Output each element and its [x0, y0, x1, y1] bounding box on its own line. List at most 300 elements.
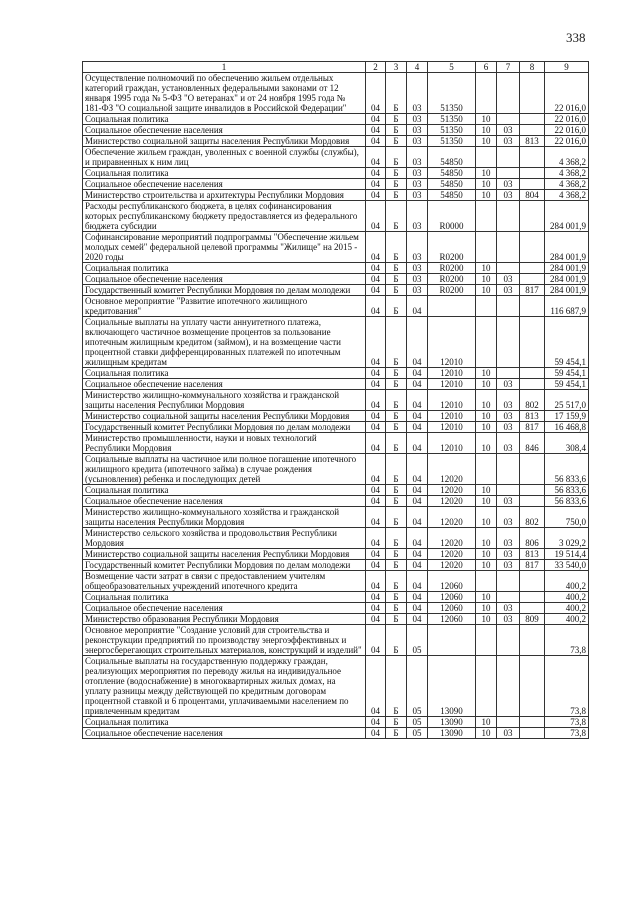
amount-cell: 22 016,0: [545, 73, 589, 114]
subprogram-code-cell: 04: [407, 592, 428, 603]
subdivision-code-cell: 03: [497, 560, 520, 571]
section-code-cell: 04: [366, 603, 386, 614]
program-code-cell: Б: [386, 379, 407, 390]
section-code-cell: 04: [366, 368, 386, 379]
table-body: [83, 73, 589, 739]
subprogram-code-cell: 03: [407, 201, 428, 232]
division-code-cell: 10: [476, 168, 497, 179]
division-code-cell: [476, 625, 497, 656]
subprogram-code-cell: 05: [407, 625, 428, 656]
amount-cell: 4 368,2: [545, 179, 589, 190]
amount-cell: 56 833,6: [545, 496, 589, 507]
ministry-code-cell: [520, 717, 545, 728]
ministry-code-cell: [520, 201, 545, 232]
program-code-cell: Б: [386, 592, 407, 603]
program-code-cell: Б: [386, 179, 407, 190]
amount-cell: 284 001,9: [545, 274, 589, 285]
table-row: [83, 317, 589, 368]
division-code-cell: 10: [476, 433, 497, 454]
subprogram-code-cell: 05: [407, 717, 428, 728]
section-code-cell: 04: [366, 274, 386, 285]
amount-cell: 22 016,0: [545, 136, 589, 147]
section-code-cell: 04: [366, 560, 386, 571]
amount-cell: 4 368,2: [545, 168, 589, 179]
direction-code-cell: 12010: [428, 411, 476, 422]
program-code-cell: Б: [386, 422, 407, 433]
direction-code-cell: 51350: [428, 125, 476, 136]
section-code-cell: 04: [366, 571, 386, 592]
subdivision-code-cell: 03: [497, 190, 520, 201]
ministry-code-cell: 802: [520, 390, 545, 411]
section-code-cell: 04: [366, 528, 386, 549]
table-row: [83, 263, 589, 274]
subprogram-code-cell: 03: [407, 125, 428, 136]
subprogram-code-cell: 04: [407, 411, 428, 422]
direction-code-cell: 54850: [428, 179, 476, 190]
row-name-cell: Социальные выплаты на частичное или полное погашение ипотечного жилищного кредита (ипотечного займа) в случае рождения (усыновления) ребенка и последующих детей: [83, 454, 366, 485]
direction-code-cell: 12060: [428, 603, 476, 614]
header-cell: 1: [83, 62, 366, 73]
subprogram-code-cell: 03: [407, 136, 428, 147]
table-row: [83, 125, 589, 136]
row-name-cell: Осуществление полномочий по обеспечению жильем отдельных категорий граждан, установленных федеральными законами от 12 января 1995 года № 5-ФЗ "О ветеранах" и от 24 ноября 1995 года № 181-ФЗ "О социальной защите инвалидов в Российской Федерации": [83, 73, 366, 114]
table-row: [83, 507, 589, 528]
ministry-code-cell: [520, 296, 545, 317]
row-name-cell: Социальное обеспечение населения: [83, 728, 366, 739]
section-code-cell: 04: [366, 454, 386, 485]
direction-code-cell: 12010: [428, 433, 476, 454]
row-name-cell: Министерство жилищно-коммунального хозяйства и гражданской защиты населения Республики Мордовия: [83, 507, 366, 528]
ministry-code-cell: [520, 728, 545, 739]
division-code-cell: 10: [476, 263, 497, 274]
section-code-cell: 04: [366, 296, 386, 317]
section-code-cell: 04: [366, 136, 386, 147]
program-code-cell: Б: [386, 454, 407, 485]
program-code-cell: Б: [386, 603, 407, 614]
ministry-code-cell: 806: [520, 528, 545, 549]
division-code-cell: [476, 296, 497, 317]
subprogram-code-cell: 04: [407, 614, 428, 625]
section-code-cell: 04: [366, 190, 386, 201]
amount-cell: 400,2: [545, 603, 589, 614]
amount-cell: 59 454,1: [545, 368, 589, 379]
ministry-code-cell: [520, 656, 545, 717]
row-name-cell: Государственный комитет Республики Мордовия по делам молодежи: [83, 285, 366, 296]
ministry-code-cell: 817: [520, 422, 545, 433]
section-code-cell: 04: [366, 390, 386, 411]
division-code-cell: 10: [476, 603, 497, 614]
amount-cell: 308,4: [545, 433, 589, 454]
row-name-cell: Государственный комитет Республики Мордовия по делам молодежи: [83, 422, 366, 433]
row-name-cell: Социальное обеспечение населения: [83, 379, 366, 390]
program-code-cell: Б: [386, 296, 407, 317]
subprogram-code-cell: 03: [407, 274, 428, 285]
row-name-cell: Возмещение части затрат в связи с предоставлением учителям общеобразовательных учреждений ипотечного кредита: [83, 571, 366, 592]
direction-code-cell: R0200: [428, 274, 476, 285]
division-code-cell: 10: [476, 285, 497, 296]
division-code-cell: [476, 317, 497, 368]
amount-cell: 17 159,9: [545, 411, 589, 422]
amount-cell: 116 687,9: [545, 296, 589, 317]
division-code-cell: 10: [476, 114, 497, 125]
table-row: [83, 592, 589, 603]
row-name-cell: Социальная политика: [83, 717, 366, 728]
ministry-code-cell: 846: [520, 433, 545, 454]
table-row: [83, 614, 589, 625]
row-name-cell: Социальное обеспечение населения: [83, 125, 366, 136]
division-code-cell: 10: [476, 549, 497, 560]
section-code-cell: 04: [366, 73, 386, 114]
amount-cell: 73,8: [545, 717, 589, 728]
direction-code-cell: 13090: [428, 717, 476, 728]
subprogram-code-cell: 04: [407, 560, 428, 571]
direction-code-cell: R0000: [428, 201, 476, 232]
division-code-cell: 10: [476, 717, 497, 728]
table-row: [83, 728, 589, 739]
subprogram-code-cell: 04: [407, 433, 428, 454]
subprogram-code-cell: 04: [407, 549, 428, 560]
direction-code-cell: 51350: [428, 73, 476, 114]
section-code-cell: 04: [366, 179, 386, 190]
table-row: [83, 528, 589, 549]
table-row: [83, 625, 589, 656]
ministry-code-cell: [520, 317, 545, 368]
row-name-cell: Социальное обеспечение населения: [83, 603, 366, 614]
division-code-cell: [476, 656, 497, 717]
header-cell: 3: [386, 62, 407, 73]
subdivision-code-cell: [497, 454, 520, 485]
subdivision-code-cell: 03: [497, 549, 520, 560]
subdivision-code-cell: 03: [497, 728, 520, 739]
ministry-code-cell: [520, 147, 545, 168]
table-row: [83, 179, 589, 190]
header-cell: 7: [497, 62, 520, 73]
table-row: [83, 274, 589, 285]
subprogram-code-cell: 03: [407, 73, 428, 114]
program-code-cell: Б: [386, 263, 407, 274]
subdivision-code-cell: [497, 296, 520, 317]
section-code-cell: 04: [366, 728, 386, 739]
row-name-cell: Социальное обеспечение населения: [83, 179, 366, 190]
program-code-cell: Б: [386, 73, 407, 114]
division-code-cell: 10: [476, 507, 497, 528]
table-row: [83, 168, 589, 179]
amount-cell: 73,8: [545, 625, 589, 656]
program-code-cell: Б: [386, 125, 407, 136]
section-code-cell: 04: [366, 614, 386, 625]
section-code-cell: 04: [366, 379, 386, 390]
program-code-cell: Б: [386, 114, 407, 125]
subprogram-code-cell: 04: [407, 603, 428, 614]
table-row: [83, 147, 589, 168]
row-name-cell: Министерство социальной защиты населения Республики Мордовия: [83, 411, 366, 422]
direction-code-cell: 54850: [428, 147, 476, 168]
division-code-cell: 10: [476, 411, 497, 422]
subprogram-code-cell: 03: [407, 147, 428, 168]
division-code-cell: 10: [476, 190, 497, 201]
row-name-cell: Социальная политика: [83, 263, 366, 274]
program-code-cell: Б: [386, 274, 407, 285]
direction-code-cell: 13090: [428, 656, 476, 717]
subprogram-code-cell: 04: [407, 528, 428, 549]
subdivision-code-cell: 03: [497, 528, 520, 549]
amount-cell: 19 514,4: [545, 549, 589, 560]
direction-code-cell: 12010: [428, 368, 476, 379]
table-row: [83, 285, 589, 296]
section-code-cell: 04: [366, 317, 386, 368]
subprogram-code-cell: 03: [407, 190, 428, 201]
division-code-cell: 10: [476, 560, 497, 571]
subprogram-code-cell: 04: [407, 485, 428, 496]
row-name-cell: Министерство социальной защиты населения Республики Мордовия: [83, 136, 366, 147]
row-name-cell: Министерство жилищно-коммунального хозяйства и гражданской защиты населения Республики Мордовия: [83, 390, 366, 411]
ministry-code-cell: [520, 454, 545, 485]
ministry-code-cell: 802: [520, 507, 545, 528]
subdivision-code-cell: [497, 147, 520, 168]
ministry-code-cell: 804: [520, 190, 545, 201]
subdivision-code-cell: 03: [497, 422, 520, 433]
row-name-cell: Государственный комитет Республики Мордовия по делам молодежи: [83, 560, 366, 571]
subdivision-code-cell: [497, 368, 520, 379]
row-name-cell: Социальные выплаты на уплату части аннуитетного платежа, включающего частичное возмещение процентов за пользование ипотечным жилищным кредитом (займом), и на возмещение части процентной ставки дифференцированных платежей по ипотечным жилищным кредитам: [83, 317, 366, 368]
table-row: [83, 485, 589, 496]
ministry-code-cell: [520, 114, 545, 125]
direction-code-cell: 51350: [428, 114, 476, 125]
subdivision-code-cell: [497, 73, 520, 114]
amount-cell: 56 833,6: [545, 454, 589, 485]
program-code-cell: Б: [386, 614, 407, 625]
ministry-code-cell: 813: [520, 549, 545, 560]
section-code-cell: 04: [366, 592, 386, 603]
subprogram-code-cell: 05: [407, 656, 428, 717]
direction-code-cell: 12060: [428, 614, 476, 625]
direction-code-cell: 12060: [428, 592, 476, 603]
table-row: [83, 433, 589, 454]
amount-cell: 284 001,9: [545, 285, 589, 296]
subdivision-code-cell: [497, 625, 520, 656]
table-row: [83, 73, 589, 114]
division-code-cell: 10: [476, 379, 497, 390]
division-code-cell: 10: [476, 125, 497, 136]
subdivision-code-cell: 03: [497, 379, 520, 390]
ministry-code-cell: [520, 571, 545, 592]
program-code-cell: Б: [386, 560, 407, 571]
table-row: [83, 422, 589, 433]
table-row: [83, 411, 589, 422]
table-row: [83, 656, 589, 717]
subdivision-code-cell: 03: [497, 603, 520, 614]
subdivision-code-cell: [497, 485, 520, 496]
section-code-cell: 04: [366, 232, 386, 263]
division-code-cell: 10: [476, 592, 497, 603]
direction-code-cell: 12020: [428, 507, 476, 528]
division-code-cell: 10: [476, 368, 497, 379]
row-name-cell: Социальная политика: [83, 592, 366, 603]
direction-code-cell: 12020: [428, 496, 476, 507]
subprogram-code-cell: 03: [407, 263, 428, 274]
subprogram-code-cell: 04: [407, 317, 428, 368]
amount-cell: 284 001,9: [545, 232, 589, 263]
section-code-cell: 04: [366, 625, 386, 656]
section-code-cell: 04: [366, 496, 386, 507]
division-code-cell: 10: [476, 528, 497, 549]
direction-code-cell: 51350: [428, 136, 476, 147]
direction-code-cell: [428, 296, 476, 317]
section-code-cell: 04: [366, 485, 386, 496]
division-code-cell: 10: [476, 390, 497, 411]
table-row: [83, 114, 589, 125]
table-row: [83, 232, 589, 263]
section-code-cell: 04: [366, 147, 386, 168]
table-row: [83, 560, 589, 571]
subprogram-code-cell: 03: [407, 285, 428, 296]
direction-code-cell: 54850: [428, 168, 476, 179]
amount-cell: 22 016,0: [545, 114, 589, 125]
program-code-cell: Б: [386, 528, 407, 549]
subprogram-code-cell: 03: [407, 168, 428, 179]
row-name-cell: Расходы республиканского бюджета, в целях софинансирования которых республиканскому бюджету предоставляется из федерального бюджета субсидии: [83, 201, 366, 232]
row-name-cell: Социальная политика: [83, 368, 366, 379]
subdivision-code-cell: 03: [497, 285, 520, 296]
subprogram-code-cell: 04: [407, 496, 428, 507]
header-cell: 4: [407, 62, 428, 73]
subprogram-code-cell: 04: [407, 390, 428, 411]
amount-cell: 4 368,2: [545, 190, 589, 201]
section-code-cell: 04: [366, 656, 386, 717]
row-name-cell: Основное мероприятие "Развитие ипотечного жилищного кредитования": [83, 296, 366, 317]
ministry-code-cell: [520, 496, 545, 507]
subprogram-code-cell: 04: [407, 422, 428, 433]
direction-code-cell: 12010: [428, 422, 476, 433]
program-code-cell: Б: [386, 232, 407, 263]
table-row: [83, 571, 589, 592]
amount-cell: 59 454,1: [545, 379, 589, 390]
subdivision-code-cell: [497, 717, 520, 728]
program-code-cell: Б: [386, 317, 407, 368]
amount-cell: 73,8: [545, 656, 589, 717]
header-cell: 2: [366, 62, 386, 73]
subdivision-code-cell: [497, 571, 520, 592]
amount-cell: 400,2: [545, 614, 589, 625]
row-name-cell: Министерство промышленности, науки и новых технологий Республики Мордовия: [83, 433, 366, 454]
ministry-code-cell: [520, 603, 545, 614]
direction-code-cell: 12060: [428, 571, 476, 592]
division-code-cell: [476, 73, 497, 114]
row-name-cell: Обеспечение жильем граждан, уволенных с военной службы (службы), и приравненных к ним лиц: [83, 147, 366, 168]
section-code-cell: 04: [366, 422, 386, 433]
division-code-cell: 10: [476, 136, 497, 147]
budget-table: [82, 61, 589, 739]
program-code-cell: Б: [386, 390, 407, 411]
section-code-cell: 04: [366, 263, 386, 274]
row-name-cell: Социальная политика: [83, 168, 366, 179]
division-code-cell: [476, 232, 497, 263]
subprogram-code-cell: 04: [407, 296, 428, 317]
program-code-cell: Б: [386, 571, 407, 592]
amount-cell: 750,0: [545, 507, 589, 528]
ministry-code-cell: [520, 232, 545, 263]
section-code-cell: 04: [366, 411, 386, 422]
program-code-cell: Б: [386, 168, 407, 179]
program-code-cell: Б: [386, 190, 407, 201]
ministry-code-cell: [520, 263, 545, 274]
direction-code-cell: 12020: [428, 528, 476, 549]
ministry-code-cell: [520, 379, 545, 390]
amount-cell: 284 001,9: [545, 201, 589, 232]
subdivision-code-cell: 03: [497, 125, 520, 136]
direction-code-cell: 12020: [428, 454, 476, 485]
subdivision-code-cell: 03: [497, 390, 520, 411]
division-code-cell: [476, 571, 497, 592]
row-name-cell: Основное мероприятие "Создание условий для строительства и реконструкции предприятий по производству энергоэффективных и энергосберегающих строительных материалов, конструкций и изделий": [83, 625, 366, 656]
table-row: [83, 136, 589, 147]
subdivision-code-cell: 03: [497, 614, 520, 625]
subprogram-code-cell: 03: [407, 179, 428, 190]
subprogram-code-cell: 04: [407, 454, 428, 485]
program-code-cell: Б: [386, 136, 407, 147]
program-code-cell: Б: [386, 285, 407, 296]
subdivision-code-cell: 03: [497, 136, 520, 147]
amount-cell: 73,8: [545, 728, 589, 739]
subdivision-code-cell: [497, 114, 520, 125]
subdivision-code-cell: 03: [497, 433, 520, 454]
subdivision-code-cell: 03: [497, 507, 520, 528]
program-code-cell: Б: [386, 625, 407, 656]
division-code-cell: 10: [476, 179, 497, 190]
division-code-cell: 10: [476, 485, 497, 496]
amount-cell: 400,2: [545, 592, 589, 603]
subprogram-code-cell: 03: [407, 114, 428, 125]
amount-cell: 22 016,0: [545, 125, 589, 136]
table-row: [83, 496, 589, 507]
direction-code-cell: 12020: [428, 549, 476, 560]
row-name-cell: Социальные выплаты на государственную поддержку граждан, реализующих мероприятия по переводу жилья на индивидуальное отопление (водоснабжение) в многоквартирных жилых домах, на уплату разницы между действующей по кредитным договорам процентной ставкой и 6 процентами, уплачиваемыми населением по привлеченным кредитам: [83, 656, 366, 717]
row-name-cell: Министерство образования Республики Мордовия: [83, 614, 366, 625]
subdivision-code-cell: [497, 317, 520, 368]
ministry-code-cell: 813: [520, 411, 545, 422]
header-cell: 8: [520, 62, 545, 73]
program-code-cell: Б: [386, 728, 407, 739]
subdivision-code-cell: 03: [497, 179, 520, 190]
row-name-cell: Софинансирование мероприятий подпрограммы "Обеспечение жильем молодых семей" федеральной целевой программы "Жилище" на 2015 - 2020 годы: [83, 232, 366, 263]
ministry-code-cell: 817: [520, 560, 545, 571]
ministry-code-cell: 809: [520, 614, 545, 625]
program-code-cell: Б: [386, 433, 407, 454]
subdivision-code-cell: 03: [497, 496, 520, 507]
amount-cell: 284 001,9: [545, 263, 589, 274]
program-code-cell: Б: [386, 507, 407, 528]
section-code-cell: 04: [366, 717, 386, 728]
header-cell: 6: [476, 62, 497, 73]
table-row: [83, 603, 589, 614]
ministry-code-cell: [520, 125, 545, 136]
direction-code-cell: 12020: [428, 485, 476, 496]
table-row: [83, 296, 589, 317]
division-code-cell: 10: [476, 728, 497, 739]
row-name-cell: Социальное обеспечение населения: [83, 274, 366, 285]
program-code-cell: Б: [386, 201, 407, 232]
table-row: [83, 549, 589, 560]
section-code-cell: 04: [366, 114, 386, 125]
row-name-cell: Министерство сельского хозяйства и продовольствия Республики Мордовия: [83, 528, 366, 549]
program-code-cell: Б: [386, 485, 407, 496]
table-row: [83, 379, 589, 390]
table-row: [83, 717, 589, 728]
section-code-cell: 04: [366, 507, 386, 528]
ministry-code-cell: 817: [520, 285, 545, 296]
division-code-cell: 10: [476, 422, 497, 433]
subdivision-code-cell: [497, 263, 520, 274]
